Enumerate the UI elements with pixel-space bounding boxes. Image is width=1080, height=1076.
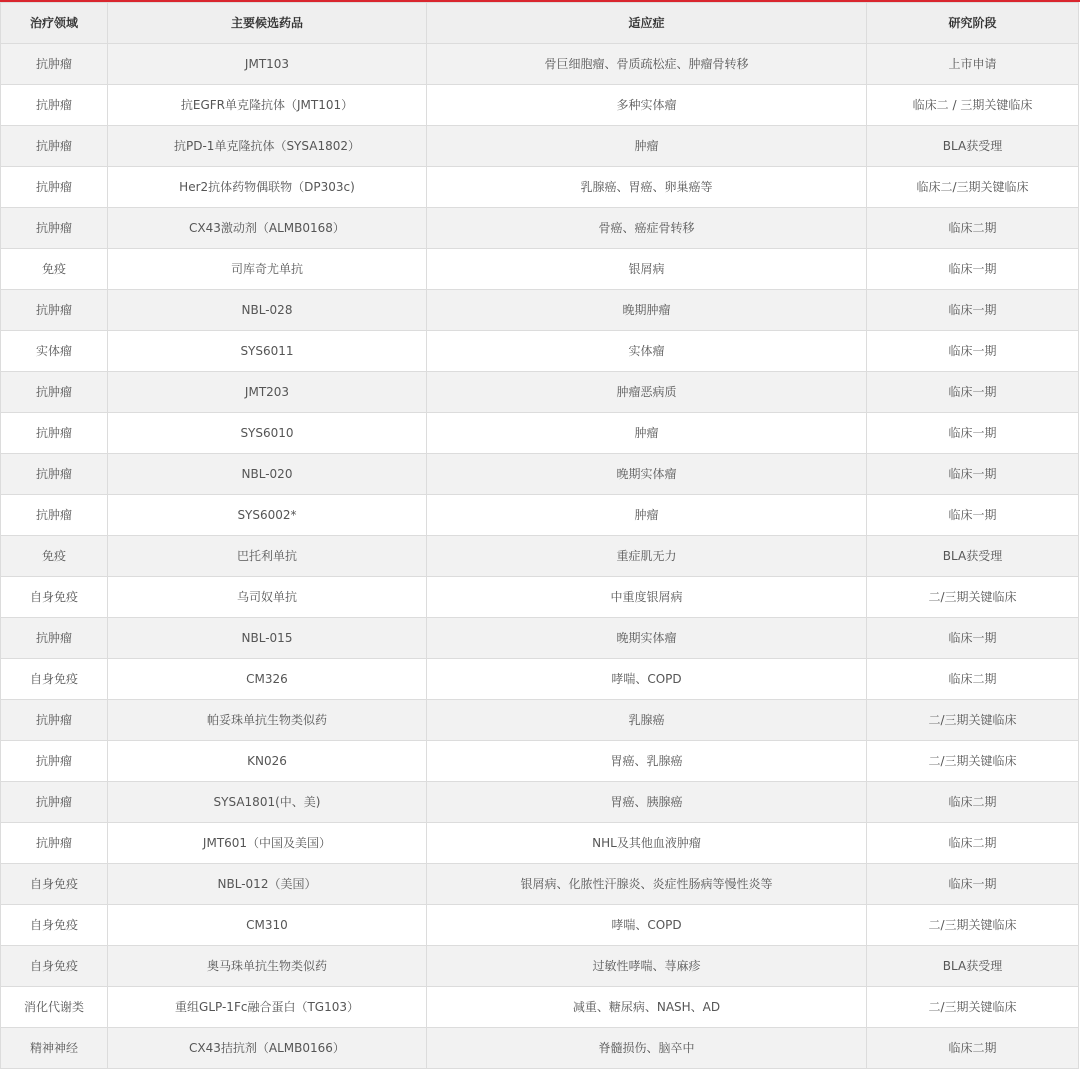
cell-indication: 减重、糖尿病、NASH、AD: [427, 987, 867, 1028]
cell-research-stage: 临床一期: [867, 495, 1079, 536]
header-main-candidate: 主要候选药品: [108, 3, 427, 44]
table-row: [1, 987, 1079, 1028]
cell-candidate: CM310: [108, 905, 427, 946]
cell-indication: 银屑病、化脓性汗腺炎、炎症性肠病等慢性炎等: [427, 864, 867, 905]
cell-research-stage: 临床二期: [867, 823, 1079, 864]
cell-therapeutic-area: 自身免疫: [1, 864, 108, 905]
cell-candidate: JMT203: [108, 372, 427, 413]
cell-indication: 骨癌、癌症骨转移: [427, 208, 867, 249]
table-row: [1, 659, 1079, 700]
header-research-stage: 研究阶段: [867, 3, 1079, 44]
cell-indication: 晚期实体瘤: [427, 618, 867, 659]
cell-research-stage: 临床一期: [867, 864, 1079, 905]
cell-therapeutic-area: 抗肿瘤: [1, 782, 108, 823]
cell-research-stage: 临床一期: [867, 454, 1079, 495]
header-row: [1, 3, 1079, 44]
cell-therapeutic-area: 抗肿瘤: [1, 85, 108, 126]
cell-indication: 实体瘤: [427, 331, 867, 372]
cell-research-stage: 二/三期关键临床: [867, 987, 1079, 1028]
cell-candidate: NBL-012（美国）: [108, 864, 427, 905]
table-row: [1, 618, 1079, 659]
cell-research-stage: 临床二期: [867, 659, 1079, 700]
header-therapeutic-area: 治疗领域: [1, 3, 108, 44]
header-indication: 适应症: [427, 3, 867, 44]
cell-therapeutic-area: 消化代谢类: [1, 987, 108, 1028]
cell-therapeutic-area: 抗肿瘤: [1, 208, 108, 249]
table-row: [1, 167, 1079, 208]
cell-indication: 肿瘤恶病质: [427, 372, 867, 413]
cell-indication: 胃癌、胰腺癌: [427, 782, 867, 823]
cell-candidate: 重组GLP-1Fc融合蛋白（TG103）: [108, 987, 427, 1028]
cell-candidate: KN026: [108, 741, 427, 782]
cell-therapeutic-area: 抗肿瘤: [1, 618, 108, 659]
cell-therapeutic-area: 抗肿瘤: [1, 823, 108, 864]
cell-candidate: 抗EGFR单克隆抗体（JMT101）: [108, 85, 427, 126]
cell-research-stage: 临床一期: [867, 331, 1079, 372]
cell-therapeutic-area: 抗肿瘤: [1, 44, 108, 85]
table-row: [1, 946, 1079, 987]
table-row: [1, 782, 1079, 823]
cell-research-stage: 二/三期关键临床: [867, 577, 1079, 618]
table-row: [1, 577, 1079, 618]
cell-research-stage: 上市申请: [867, 44, 1079, 85]
table-row: [1, 700, 1079, 741]
cell-candidate: JMT601（中国及美国）: [108, 823, 427, 864]
table-row: [1, 44, 1079, 85]
cell-candidate: CM326: [108, 659, 427, 700]
cell-candidate: 司库奇尤单抗: [108, 249, 427, 290]
table-row: [1, 85, 1079, 126]
cell-therapeutic-area: 抗肿瘤: [1, 495, 108, 536]
cell-indication: 脊髓损伤、脑卒中: [427, 1028, 867, 1069]
cell-therapeutic-area: 自身免疫: [1, 946, 108, 987]
cell-indication: 过敏性哮喘、荨麻疹: [427, 946, 867, 987]
cell-candidate: 帕妥珠单抗生物类似药: [108, 700, 427, 741]
cell-candidate: 抗PD-1单克隆抗体（SYSA1802）: [108, 126, 427, 167]
cell-indication: 晚期肿瘤: [427, 290, 867, 331]
table-header: [1, 3, 1079, 44]
cell-research-stage: 临床一期: [867, 618, 1079, 659]
cell-research-stage: 临床一期: [867, 372, 1079, 413]
cell-research-stage: 临床二 / 三期关键临床: [867, 85, 1079, 126]
cell-candidate: CX43激动剂（ALMB0168）: [108, 208, 427, 249]
table-row: [1, 1028, 1079, 1069]
cell-indication: 晚期实体瘤: [427, 454, 867, 495]
cell-indication: 乳腺癌、胃癌、卵巢癌等: [427, 167, 867, 208]
cell-candidate: Her2抗体药物偶联物（DP303c): [108, 167, 427, 208]
table-row: [1, 249, 1079, 290]
table-row: [1, 823, 1079, 864]
cell-indication: 中重度银屑病: [427, 577, 867, 618]
cell-research-stage: 二/三期关键临床: [867, 700, 1079, 741]
cell-candidate: 奥马珠单抗生物类似药: [108, 946, 427, 987]
cell-therapeutic-area: 抗肿瘤: [1, 454, 108, 495]
table-row: [1, 864, 1079, 905]
table-row: [1, 126, 1079, 167]
cell-indication: 重症肌无力: [427, 536, 867, 577]
table-row: [1, 413, 1079, 454]
cell-candidate: SYS6010: [108, 413, 427, 454]
cell-therapeutic-area: 抗肿瘤: [1, 413, 108, 454]
cell-research-stage: BLA获受理: [867, 126, 1079, 167]
cell-indication: 哮喘、COPD: [427, 659, 867, 700]
table-body: [1, 44, 1079, 1069]
cell-candidate: SYS6011: [108, 331, 427, 372]
cell-indication: 肿瘤: [427, 495, 867, 536]
cell-indication: 乳腺癌: [427, 700, 867, 741]
table-row: [1, 495, 1079, 536]
cell-indication: 骨巨细胞瘤、骨质疏松症、肿瘤骨转移: [427, 44, 867, 85]
cell-research-stage: 临床一期: [867, 413, 1079, 454]
cell-therapeutic-area: 抗肿瘤: [1, 372, 108, 413]
cell-therapeutic-area: 自身免疫: [1, 905, 108, 946]
cell-candidate: SYS6002*: [108, 495, 427, 536]
cell-therapeutic-area: 抗肿瘤: [1, 700, 108, 741]
cell-research-stage: 临床一期: [867, 249, 1079, 290]
cell-candidate: NBL-015: [108, 618, 427, 659]
cell-therapeutic-area: 自身免疫: [1, 659, 108, 700]
cell-therapeutic-area: 精神神经: [1, 1028, 108, 1069]
cell-candidate: CX43拮抗剂（ALMB0166）: [108, 1028, 427, 1069]
cell-therapeutic-area: 抗肿瘤: [1, 167, 108, 208]
cell-indication: 肿瘤: [427, 413, 867, 454]
table-row: [1, 290, 1079, 331]
cell-research-stage: BLA获受理: [867, 946, 1079, 987]
cell-therapeutic-area: 抗肿瘤: [1, 741, 108, 782]
cell-candidate: 乌司奴单抗: [108, 577, 427, 618]
table-row: [1, 536, 1079, 577]
cell-research-stage: 二/三期关键临床: [867, 905, 1079, 946]
cell-indication: 胃癌、乳腺癌: [427, 741, 867, 782]
cell-therapeutic-area: 自身免疫: [1, 577, 108, 618]
cell-indication: 肿瘤: [427, 126, 867, 167]
pipeline-table: [0, 2, 1079, 1069]
cell-candidate: NBL-028: [108, 290, 427, 331]
cell-candidate: 巴托利单抗: [108, 536, 427, 577]
table-row: [1, 741, 1079, 782]
cell-research-stage: 临床二期: [867, 1028, 1079, 1069]
table-row: [1, 905, 1079, 946]
cell-indication: 银屑病: [427, 249, 867, 290]
cell-research-stage: 临床二/三期关键临床: [867, 167, 1079, 208]
cell-research-stage: BLA获受理: [867, 536, 1079, 577]
cell-research-stage: 二/三期关键临床: [867, 741, 1079, 782]
cell-therapeutic-area: 抗肿瘤: [1, 126, 108, 167]
cell-candidate: NBL-020: [108, 454, 427, 495]
cell-research-stage: 临床一期: [867, 290, 1079, 331]
cell-therapeutic-area: 免疫: [1, 249, 108, 290]
cell-research-stage: 临床二期: [867, 208, 1079, 249]
table-row: [1, 208, 1079, 249]
cell-candidate: JMT103: [108, 44, 427, 85]
cell-indication: NHL及其他血液肿瘤: [427, 823, 867, 864]
table-row: [1, 372, 1079, 413]
table-row: [1, 454, 1079, 495]
cell-research-stage: 临床二期: [867, 782, 1079, 823]
cell-indication: 哮喘、COPD: [427, 905, 867, 946]
cell-indication: 多种实体瘤: [427, 85, 867, 126]
table-row: [1, 331, 1079, 372]
cell-candidate: SYSA1801(中、美): [108, 782, 427, 823]
cell-therapeutic-area: 实体瘤: [1, 331, 108, 372]
cell-therapeutic-area: 抗肿瘤: [1, 290, 108, 331]
cell-therapeutic-area: 免疫: [1, 536, 108, 577]
